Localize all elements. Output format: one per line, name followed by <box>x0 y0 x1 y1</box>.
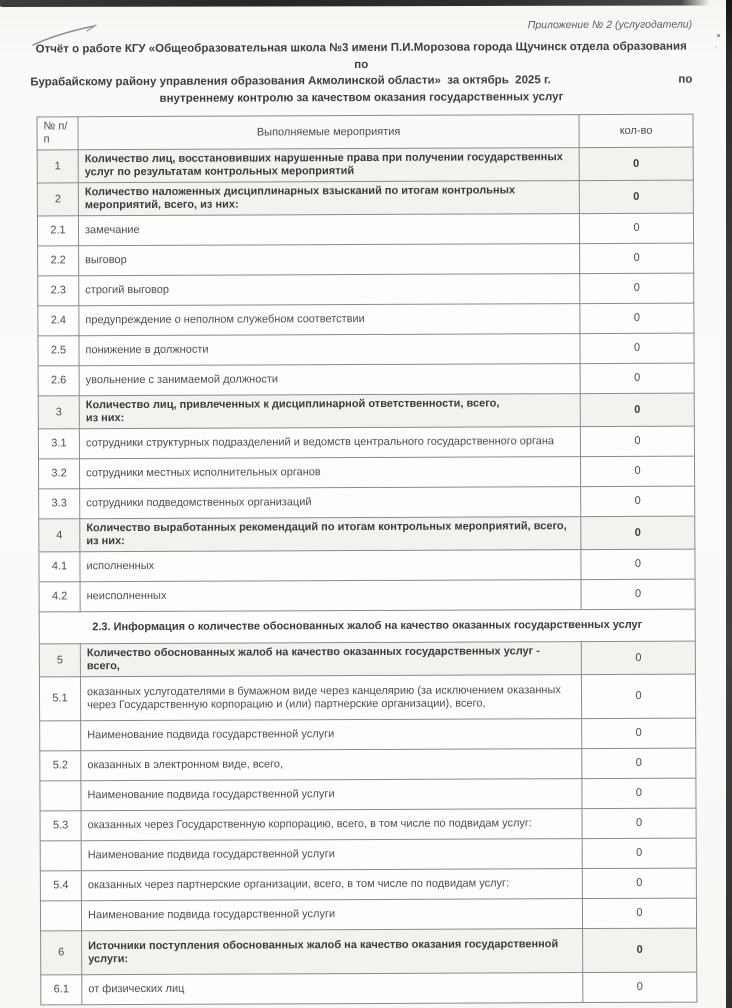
row-activity: исполненных <box>80 550 581 582</box>
row-count: 0 <box>580 363 694 393</box>
table-row <box>40 778 696 811</box>
row-activity: неисполненных <box>80 580 581 612</box>
table-row <box>40 898 696 931</box>
table-row <box>38 363 694 396</box>
row-activity: Количество лиц, восстановивших нарушенные права при получении государственных услуг по результатам контрольных мероприятий <box>78 148 579 183</box>
title-line-2-left: Бурабайскому району управления образования Акмолинской области» за октябрь 2025 г. <box>30 74 551 89</box>
table-row <box>39 486 695 519</box>
appendix-note: Приложение № 2 (услугодатели) <box>527 18 693 32</box>
row-count: 0 <box>582 898 696 928</box>
row-count: 0 <box>582 778 696 808</box>
row-count: 0 <box>580 393 694 426</box>
row-num: 5.2 <box>40 751 81 781</box>
row-count: 0 <box>580 456 694 486</box>
row-num: 3.2 <box>38 459 79 489</box>
row-count: 0 <box>583 928 697 972</box>
row-num: 4 <box>39 519 80 552</box>
row-activity: Количество обоснованных жалоб на качество оказанных государственных услуг - всего, <box>80 642 581 677</box>
row-num: 2.2 <box>38 246 79 276</box>
report-table <box>37 114 698 1006</box>
row-count: 0 <box>580 273 694 303</box>
row-activity: увольнение с занимаемой должности <box>79 364 580 396</box>
table-row <box>39 641 695 677</box>
row-num: 2.3 <box>38 276 79 306</box>
row-count: 0 <box>580 303 694 333</box>
table-row <box>41 972 697 1005</box>
table-row <box>37 147 693 183</box>
row-count: 0 <box>579 147 693 180</box>
table-row <box>38 333 694 366</box>
row-num: 6 <box>41 931 82 975</box>
scan-edge-right <box>726 0 732 1008</box>
row-activity: замечание <box>78 214 579 246</box>
table-row <box>38 273 694 306</box>
table-row <box>40 808 696 841</box>
row-num: 6.1 <box>41 975 82 1005</box>
row-num: 5.4 <box>40 871 81 901</box>
row-activity: оказанных услугодателями в бумажном виде через канцелярию (за исключением оказанных через Государственную корпорацию и (или) партнерские организации), всего, <box>80 675 581 721</box>
row-num: 2.4 <box>38 306 79 336</box>
col-header-activity: Выполняемые мероприятия <box>78 115 579 150</box>
row-activity: понижение в должности <box>79 334 580 366</box>
table-row <box>37 213 693 246</box>
row-count: 0 <box>581 579 695 609</box>
section-header-row <box>39 609 695 644</box>
row-count: 0 <box>579 213 693 243</box>
row-num: 5 <box>39 644 80 677</box>
row-count: 0 <box>580 333 694 363</box>
row-num: 3.3 <box>39 489 80 519</box>
row-activity: предупреждение о неполном служебном соответствии <box>79 304 580 336</box>
row-num <box>40 721 81 751</box>
row-num: 3 <box>38 396 79 429</box>
row-activity: Наименование подвида государственной услуги <box>81 779 582 811</box>
table-row <box>41 928 697 975</box>
table-row <box>39 674 695 721</box>
row-count: 0 <box>581 516 695 549</box>
row-num: 2.6 <box>38 366 79 396</box>
row-count: 0 <box>582 748 696 778</box>
report-title <box>30 39 692 108</box>
row-num: 5.1 <box>39 677 80 721</box>
row-num <box>40 781 81 811</box>
table-row <box>37 180 693 216</box>
table-row <box>39 579 695 612</box>
row-count: 0 <box>582 718 696 748</box>
row-count: 0 <box>579 180 693 213</box>
row-num: 5.3 <box>40 811 81 841</box>
scan-speck <box>717 34 720 37</box>
table-row <box>40 838 696 871</box>
row-count: 0 <box>581 549 695 579</box>
row-activity: сотрудники местных исполнительных органов <box>79 457 580 489</box>
row-num <box>40 901 81 931</box>
row-activity: строгий выговор <box>79 274 580 306</box>
row-count: 0 <box>583 972 697 1002</box>
row-activity: выговор <box>79 244 580 276</box>
table-row <box>40 868 696 901</box>
row-activity: Количество лиц, привлеченных к дисциплинарной ответственности, всего, из них: <box>79 394 580 429</box>
row-count: 0 <box>582 838 696 868</box>
table-row <box>38 456 694 489</box>
row-count: 0 <box>582 868 696 898</box>
table-row <box>40 748 696 781</box>
table-row <box>40 718 696 751</box>
row-activity: оказанных через партнерские организации, всего, в том числе по подвидам услуг: <box>81 869 582 901</box>
row-num <box>40 841 81 871</box>
row-num: 4.2 <box>39 582 80 612</box>
row-activity: от физических лиц <box>82 973 583 1005</box>
row-activity: Наименование подвида государственной услуги <box>81 899 582 931</box>
title-line-2-right: по <box>678 73 693 86</box>
row-num: 2.5 <box>38 336 79 366</box>
table-row <box>39 549 695 582</box>
row-activity: Наименование подвида государственной услуги <box>81 839 582 871</box>
row-activity: сотрудники структурных подразделений и ведомств центрального государственного органа <box>79 427 580 459</box>
row-activity: оказанных через Государственную корпорацию, всего, в том числе по подвидам услуг: <box>81 809 582 841</box>
row-num: 4.1 <box>39 552 80 582</box>
row-count: 0 <box>581 486 695 516</box>
table-row <box>38 426 694 459</box>
row-activity: Наименование подвида государственной услуги <box>81 719 582 751</box>
table-header-row <box>37 114 693 150</box>
row-num: 2.1 <box>37 216 78 246</box>
row-activity: сотрудники подведомственных организаций <box>80 487 581 519</box>
row-num: 3.1 <box>38 429 79 459</box>
section-header-text: 2.3. Информация о количестве обоснованных жалоб на качество оказанных государственных услуг <box>39 609 695 644</box>
table-row <box>38 393 694 429</box>
row-count: 0 <box>580 426 694 456</box>
row-num: 2 <box>37 183 78 216</box>
row-count: 0 <box>581 641 695 674</box>
row-activity: Количество выработанных рекомендаций по итогам контрольных мероприятий, всего, из них: <box>80 517 581 552</box>
table-row <box>39 516 695 552</box>
title-line-3: внутреннему контролю за качеством оказания государственных услуг <box>159 90 564 105</box>
col-header-num: № п/п <box>37 117 78 150</box>
row-num: 1 <box>37 150 78 183</box>
row-activity: оказанных в электронном виде, всего, <box>81 749 582 781</box>
table-row <box>38 243 694 276</box>
row-count: 0 <box>582 808 696 838</box>
col-header-count: кол-во <box>579 114 693 147</box>
row-count: 0 <box>580 243 694 273</box>
table-row <box>38 303 694 336</box>
row-count: 0 <box>581 674 695 718</box>
row-activity: Количество наложенных дисциплинарных взысканий по итогам контрольных мероприятий, всего, из них: <box>78 181 579 216</box>
title-line-1: Отчёт о работе КГУ «Общеобразовательная школа №3 имени П.И.Морозова города Щучинск отдела образования по <box>35 40 690 71</box>
row-activity: Источники поступления обоснованных жалоб на качество оказания государственной услуги: <box>82 929 583 975</box>
